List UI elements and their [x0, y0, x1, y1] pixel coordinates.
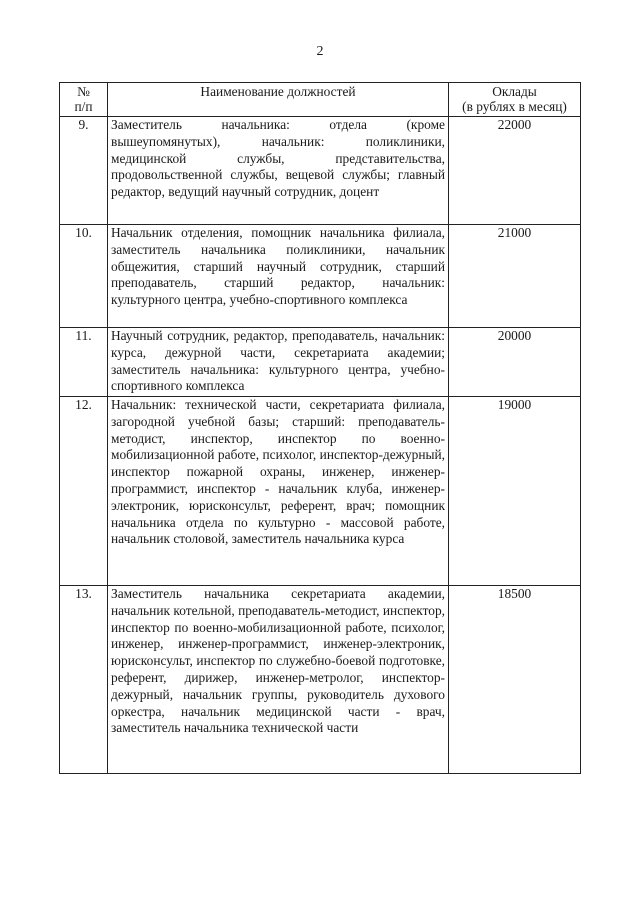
- row-position-name: Начальник: технической части, секретариата филиала, загородной учебной базы; старший: преподаватель-методист, инспектор, инспектор по военно-мобилизационной работе, психолог, инспектор-дежурный, инспектор пожарной охраны, инженер, инженер-программист, инспектор - начальник клуба, инженер-электроник, юрисконсульт, референт, врач; помощник начальника отдела по культурно - массовой работе, начальник столовой, заместитель начальника курса: [108, 397, 449, 586]
- table-row: [60, 225, 581, 328]
- row-salary: 22000: [449, 117, 581, 225]
- page-number: 2: [316, 44, 324, 59]
- salary-table: [59, 82, 581, 774]
- row-number: 11.: [60, 328, 108, 397]
- header-salary-unit: (в рублях в месяц): [462, 99, 567, 114]
- table-row: [60, 328, 581, 397]
- header-number-symbol: №: [77, 84, 90, 99]
- header-salary: [449, 83, 581, 117]
- row-number: 13.: [60, 586, 108, 774]
- row-position-name: Начальник отделения, помощник начальника филиала, заместитель начальника поликлиники, начальник общежития, старший научный сотрудник, старший преподаватель, старший редактор, начальник: культурного центра, учебно-спортивного комплекса: [108, 225, 449, 328]
- header-position-name: [108, 83, 449, 117]
- header-number: [60, 83, 108, 117]
- table-row: [60, 586, 581, 774]
- row-position-name: Заместитель начальника секретариата академии, начальник котельной, преподаватель-методист, инспектор, инспектор по военно-мобилизационной работе, психолог, инженер, инженер-программист, инженер-электроник, юрисконсульт, инспектор по служебно-боевой подготовке, референт, дирижер, инженер-метролог, инспектор-дежурный, начальник группы, руководитель духового оркестра, начальник медицинской части - врач, заместитель начальника технической части: [108, 586, 449, 774]
- header-salary-title: Оклады: [492, 84, 537, 99]
- row-number: 9.: [60, 117, 108, 225]
- row-salary: 21000: [449, 225, 581, 328]
- row-position-name: Заместитель начальника: отдела (кроме вышеупомянутых), начальник: поликлиники, медицинской службы, представительства, продовольственной службы, вещевой службы; главный редактор, ведущий научный сотрудник, доцент: [108, 117, 449, 225]
- row-salary: 19000: [449, 397, 581, 586]
- table-row: [60, 117, 581, 225]
- header-number-abbr: п/п: [74, 99, 93, 114]
- row-salary: 18500: [449, 586, 581, 774]
- table-row: [60, 397, 581, 586]
- table-header-row: [60, 83, 581, 117]
- row-number: 12.: [60, 397, 108, 586]
- header-position-name-text: Наименование должностей: [200, 84, 356, 99]
- row-salary: 20000: [449, 328, 581, 397]
- row-position-name: Научный сотрудник, редактор, преподаватель, начальник: курса, дежурной части, секретариата академии; заместитель начальника: культурного центра, учебно-спортивного комплекса: [108, 328, 449, 397]
- row-number: 10.: [60, 225, 108, 328]
